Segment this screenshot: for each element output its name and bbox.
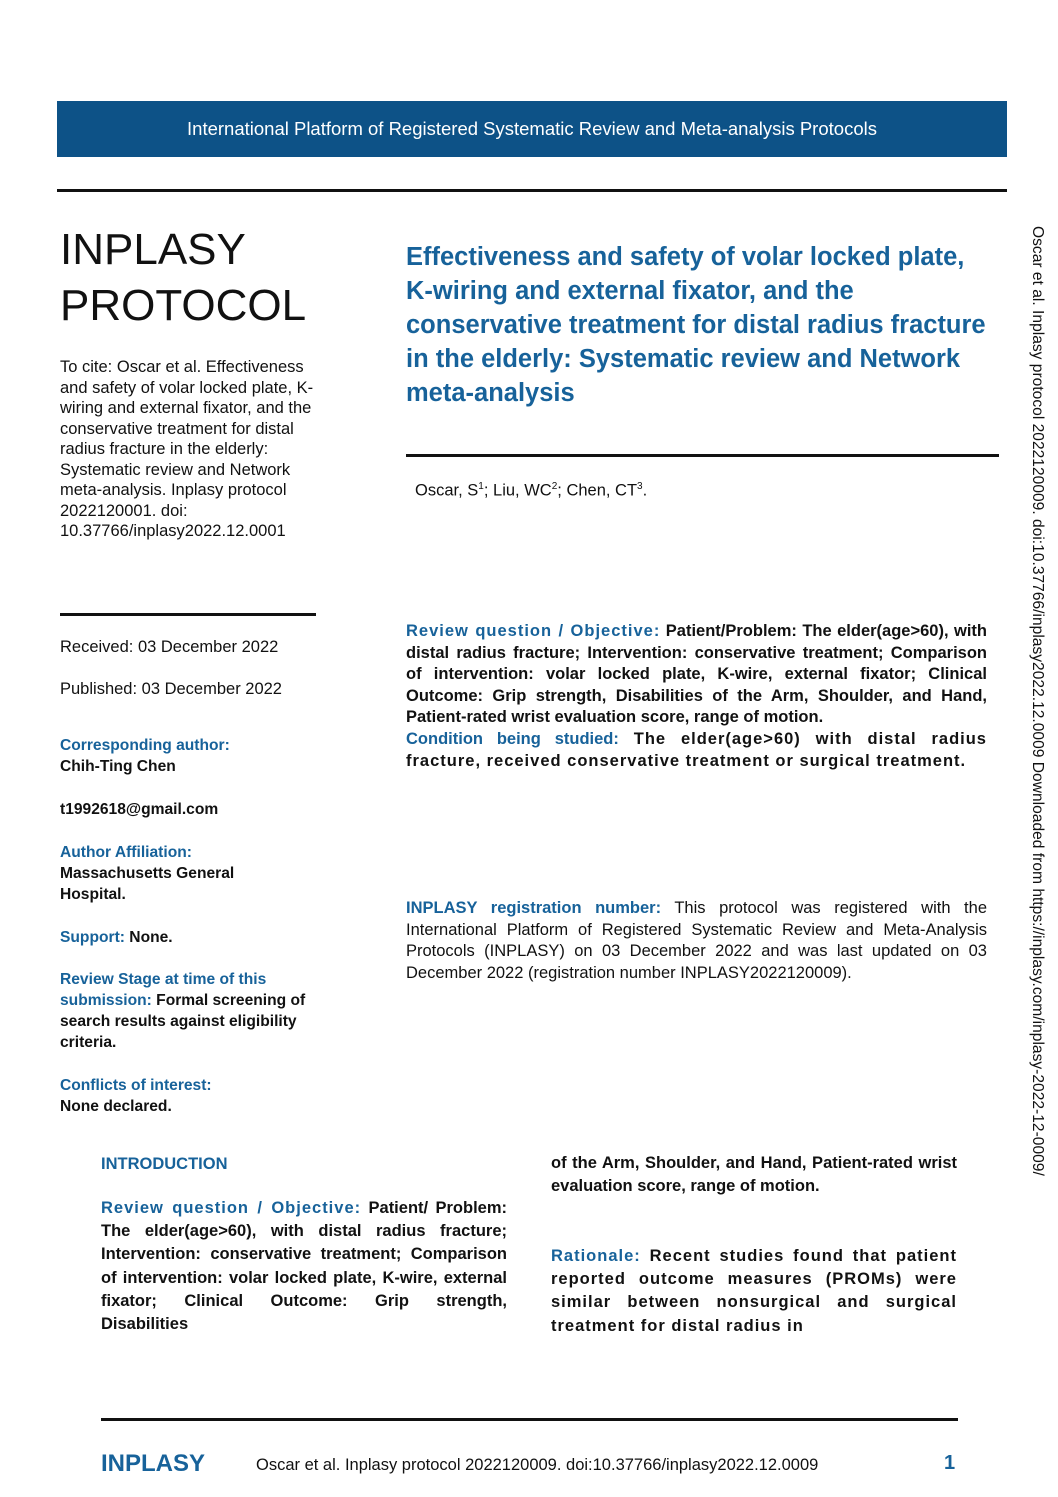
- introduction-heading: INTRODUCTION: [101, 1155, 228, 1173]
- logo-line-2: PROTOCOL: [60, 281, 307, 330]
- author-separator: ;: [483, 481, 494, 500]
- published-date: Published: 03 December 2022: [60, 680, 282, 698]
- rationale-text: Recent studies found that patient reported outcome measures (PROMs) were similar between nonsurgical and surgical treatment for distal radius in: [551, 1247, 957, 1335]
- author-affiliation-number: 2: [551, 481, 558, 492]
- review-stage-label: Review Stage at time of this submission:: [60, 971, 267, 1009]
- header-banner: [57, 101, 1007, 157]
- registration-label: INPLASY registration number:: [406, 899, 662, 917]
- abstract-condition-text: The elder(age>60) with distal radius fracture, received conservative treatment or surgical treatment.: [406, 729, 987, 770]
- page-number: 1: [944, 1452, 956, 1474]
- inplasy-protocol-logo: [60, 222, 306, 334]
- corresponding-author-name: Chih-Ting Chen: [60, 758, 176, 775]
- author-name: Chen, CT: [566, 481, 638, 500]
- support: [60, 927, 335, 948]
- author-list: [415, 481, 647, 501]
- support-value: None.: [124, 929, 173, 946]
- author-affiliation-number: 3: [637, 481, 643, 492]
- author-separator: ;: [557, 481, 567, 500]
- received-date: Received: 03 December 2022: [60, 638, 279, 656]
- side-download-note: [1026, 226, 1048, 1356]
- author-affiliation: [60, 842, 335, 905]
- affiliation-value: Massachusetts General Hospital.: [60, 865, 235, 903]
- footer-citation: Oscar et al. Inplasy protocol 2022120009. doi:10.37766/inplasy2022.12.0009: [256, 1456, 819, 1474]
- citation-divider: [60, 613, 316, 616]
- conflicts-of-interest: [60, 1075, 335, 1117]
- abstract-review-question: [406, 621, 987, 729]
- citation: To cite: Oscar et al. Effectiveness and safety of volar locked plate, K-wiring and external fixator, and the conservative treatment for distal radius fracture in the elderly: Systematic review and Network meta-analysis. Inplasy protocol 2022120001. doi: 10.37766/inplasy2022.12.0001: [60, 358, 314, 540]
- conflicts-label: Conflicts of interest:: [60, 1077, 212, 1094]
- intro-rationale: [551, 1245, 957, 1338]
- author-name: Oscar, S: [415, 481, 479, 500]
- header-divider: [57, 189, 1007, 192]
- conflicts-value: None declared.: [60, 1098, 172, 1115]
- abstract-condition: [406, 729, 987, 772]
- abstract-review-question-label: Review question / Objective:: [406, 622, 661, 640]
- logo-line-1: INPLASY: [60, 225, 246, 274]
- affiliation-label: Author Affiliation:: [60, 844, 192, 861]
- article-title: Effectiveness and safety of volar locked plate, K-wiring and external fixator, and the conservative treatment for distal radius fracture in the elderly: Systematic review and Network meta-analysis: [406, 243, 986, 407]
- banner-text: International Platform of Registered Systematic Review and Meta-analysis Protocols: [187, 118, 877, 139]
- author-separator: .: [642, 481, 648, 500]
- abstract-condition-label: Condition being studied:: [406, 729, 619, 748]
- registration-text: This protocol was registered with the International Platform of Registered Systematic Review and Meta-Analysis Protocols (INPLASY) on 03 December 2022 and was last updated on 03 December 2022 (registration number INPLASY2022120009).: [406, 899, 987, 982]
- author-affiliation-number: 1: [478, 481, 484, 492]
- rationale-label: Rationale:: [551, 1247, 641, 1265]
- footer-divider: [101, 1418, 958, 1421]
- author-email: t1992618@gmail.com: [60, 801, 219, 818]
- abstract-summary: [406, 621, 987, 772]
- registration-number: [406, 898, 987, 984]
- intro-review-question-continued: of the Arm, Shoulder, and Hand, Patient-rated wrist evaluation score, range of motion.: [551, 1154, 957, 1196]
- review-stage: [60, 969, 335, 1053]
- side-download-note-text: Oscar et al. Inplasy protocol 2022120009. doi:10.37766/inplasy2022.12.0009 Downloaded from https://inplasy.com/inplasy-2022-12-0009/: [1029, 226, 1046, 1176]
- corresponding-author-label: Corresponding author:: [60, 737, 230, 754]
- intro-review-question-label: Review question / Objective:: [101, 1199, 362, 1217]
- footer-inplasy-logo: INPLASY: [101, 1450, 206, 1477]
- title-divider: [406, 454, 999, 457]
- intro-review-question-text: Patient/ Problem: The elder(age>60), with distal radius fracture; Intervention: conservative treatment; Comparison of intervention: volar locked plate, K-wire, external fixator; Clinical Outcome: Grip strength, Disabilities: [101, 1199, 507, 1334]
- author-name: Liu, WC: [493, 481, 552, 500]
- corresponding-author: [60, 735, 335, 777]
- support-label: Support:: [60, 929, 125, 946]
- abstract-review-question-text: Patient/Problem: The elder(age>60), with distal radius fracture; Intervention: conservative treatment; Comparison of intervention: volar locked plate, K-wire, external fixator; Clinical Outcome: Grip strength, Disabilities of the Arm, Shoulder, and Hand, Patient-rated wrist evaluation score, range of motion.: [406, 622, 987, 727]
- intro-review-question: [101, 1197, 507, 1336]
- review-stage-value: Formal screening of search results against eligibility criteria.: [60, 992, 306, 1051]
